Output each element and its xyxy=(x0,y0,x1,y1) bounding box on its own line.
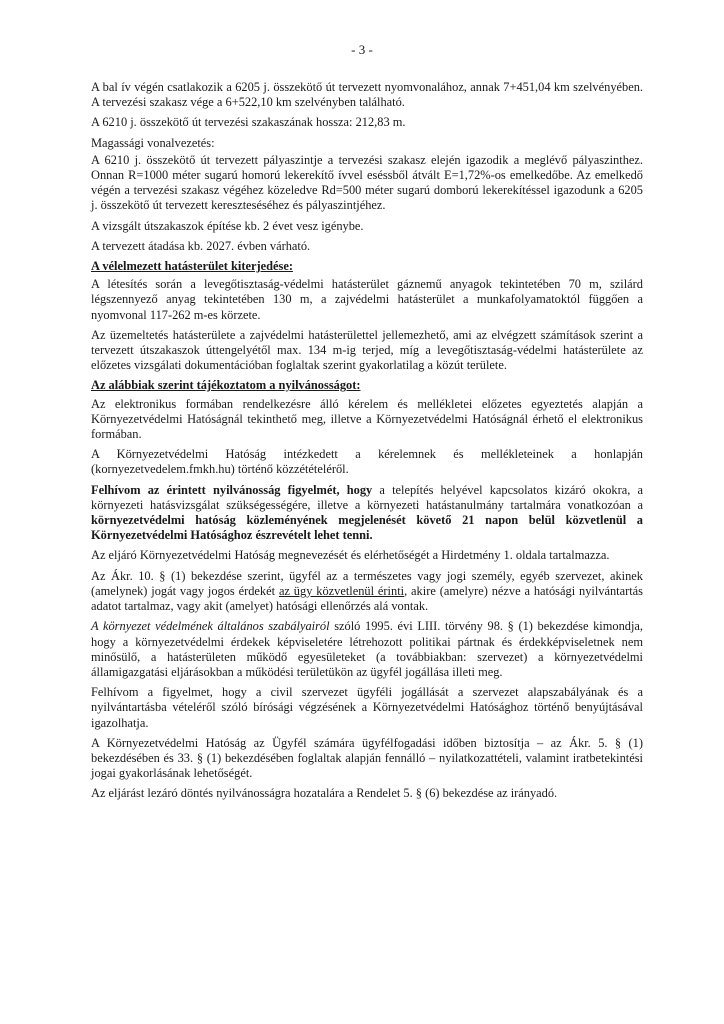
paragraph-authority-contact: Az eljáró Környezetvédelmi Hatóság megnevezését és elérhetőségét a Hirdetmény 1. oldala tartalmazza. xyxy=(91,548,610,563)
paragraph-website-publication xyxy=(91,447,643,477)
paragraph-client-definition xyxy=(91,569,643,615)
law-text: szóló 1995. évi LIII. törvény 98. § (1) bekezdése kimondja, hogy a környezetvédelmi érdekek képviseletére létrehozott politikai pártnak és érdekképviseletnek nem minősülő, a hatásterületen működő egyesületeket (a továbbiakban: szervezet) a környezetvédelmi államigazgatási eljárásokban a működési területükön az ügyfél jogállása illeti meg. xyxy=(91,619,644,679)
paragraph-documents-availability: Az elektronikus formában rendelkezésre álló kérelem és mellékletei előzetes egyeztetés alapján a Környezetvédelmi Hatóságnál tekinthető meg, illetve a Környezetvédelmi Hatóságnál érhető el elektronikus formában. xyxy=(91,396,643,442)
paragraph-public-comment xyxy=(91,483,643,544)
client-definition-text-2: , akire (amelyre) nézve a hatósági nyilvántartás adatot tartalmaz, vagy akit (amelyet) hatósági ellenőrzés alá vontak. xyxy=(91,583,643,614)
paragraph-handover: A tervezett átadása kb. 2027. évben várható. xyxy=(91,238,311,253)
page-number: - 3 - xyxy=(351,42,373,57)
paragraph-civil-organization: Felhívom a figyelmet, hogy a civil szervezet ügyféli jogállását a szervezet alapszabályának és a nyilvántartásba vételéről szóló bírósági végzésének a Környezetvédelmi Hatósághoz történő benyújtásával igazolhatja. xyxy=(91,685,643,730)
heading-public-information: Az alábbiak szerint tájékoztatom a nyilvánosságot: xyxy=(91,378,361,393)
paragraph-client-rights: A Környezetvédelmi Hatóság az Ügyfél számára ügyfélfogadási időben biztosítja – az Ákr. 5. § (1) bekezdésében és 33. § (1) bekezdésében foglaltak alapján fennálló – nyilatkozattételi, valamint iratbetekintési jogai gyakorlásának lehetőségét. xyxy=(91,735,643,781)
paragraph-vertical-alignment: A 6210 j. összekötő út tervezett pályaszintje a tervezési szakasz elején igazodik a meglévő pályaszinthez. Onnan R=1000 méter sugarú homorú lekerekítő ívvel eséssből átvált E=1,72%-os emelkedőbe. Az emelkedő végén a tervezési szakasz végéhez közeledve Rd=500 méter sugarú domború lekerekítéssel igazodunk a 6205 j. összekötő út tervezett kereszteséséhez és pályaszintjéhez. xyxy=(91,152,643,213)
paragraph-website-text: A Környezetvédelmi Hatóság intézkedett a kérelemnek és mellékleteinek a honlapján (kornyezetvedelem.fmkh.hu) történő közzétételéről. xyxy=(91,447,643,477)
paragraph-curve-end: A bal ív végén csatlakozik a 6205 j. összekötő út tervezett nyomvonalához, annak 7+451,04 km szelvényében. A tervezési szakasz vége a 6+522,10 km szelvényben található. xyxy=(91,80,643,110)
comment-deadline-bold: környezetvédelmi hatóság közleményének megjelenését követő 21 napon belül közvetlenül a Környezetvédelmi Hatósághoz észrevételt lehet tenni. xyxy=(91,513,643,543)
paragraph-environmental-law xyxy=(91,619,643,680)
paragraph-final-decision: Az eljárást lezáró döntés nyilvánosságra hozatalára a Rendelet 5. § (6) bekezdése az irányadó. xyxy=(91,786,558,801)
paragraph-construction-time: A vizsgált útszakaszok építése kb. 2 évet vesz igénybe. xyxy=(91,218,364,233)
client-definition-underlined: az ügy közvetlenül érinti xyxy=(278,583,405,598)
heading-impact-area: A vélelmezett hatásterület kiterjedése: xyxy=(91,259,293,274)
paragraph-section-length: A 6210 j. összekötő út tervezési szakaszának hossza: 212,83 m. xyxy=(91,115,406,130)
document-body xyxy=(91,80,643,807)
comment-call-bold: Felhívom az érintett nyilvánosság figyelmét, hogy xyxy=(91,482,373,497)
paragraph-vertical-alignment-title: Magassági vonalvezetés: xyxy=(91,135,215,150)
paragraph-operation-impact: Az üzemeltetés hatásterülete a zajvédelmi hatásterülettel jellemezhető, ami az elvégzett számítások szerint a tervezett útszakaszok úttengelyétől max. 134 m-ig terjed, míg a levegőtisztaság-védelmi hatásterülete az előzetes vizsgálati dokumentációban foglaltak szerint gyakorlatilag a közút területe. xyxy=(91,327,643,373)
law-title-italic: A környezet védelmének általános szabályairól xyxy=(91,619,330,634)
paragraph-construction-impact: A létesítés során a levegőtisztaság-védelmi hatásterület gáznemű anyagok tekintetében 70 m, szilárd légszennyező anyag tekintetében 130 m, a zajvédelmi hatásterület a munkafolyamatoktól függően a nyomvonal 117-262 m-es körzete. xyxy=(91,277,643,322)
client-definition-text-1: Az Ákr. 10. § (1) bekezdése szerint, ügyfél az a természetes vagy jogi személy, egyéb szervezet, akinek (amelynek) jogát vagy jogos érdekét xyxy=(91,568,643,598)
comment-call-text: a telepítés helyével kapcsolatos kizáró okokra, a környezeti hatásvizsgálat szükségességére, illetve a környezeti hatástanulmány tartalmára vonatkozóan a xyxy=(91,482,643,512)
